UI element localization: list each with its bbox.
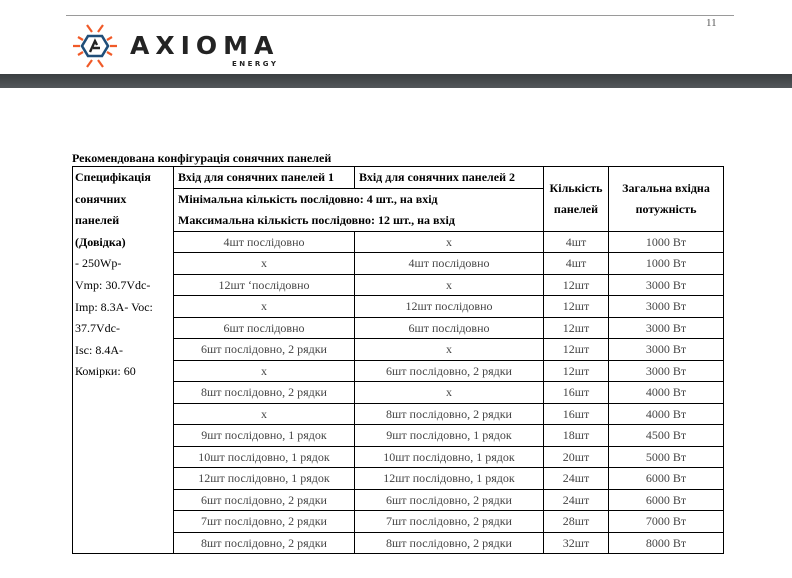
input1-cell: 6шт послідовно, 2 рядки (174, 339, 355, 361)
count-cell: 12шт (544, 274, 609, 296)
spec-title-line: сонячних (75, 191, 127, 206)
power-cell: 3000 Вт (609, 360, 724, 382)
hexagon-sun-icon (70, 21, 130, 71)
power-cell: 3000 Вт (609, 296, 724, 318)
count-cell: 16шт (544, 382, 609, 404)
input1-cell: x (174, 296, 355, 318)
input1-cell: 12шт послідовно, 1 рядок (174, 468, 355, 490)
input2-cell: 9шт послідовно, 1 рядок (355, 425, 544, 447)
min-series-text: Мінімальна кількість послідовно: 4 шт., на вхід (178, 191, 438, 206)
header-row (73, 167, 724, 189)
power-cell: 4000 Вт (609, 382, 724, 404)
count-cell: 32шт (544, 532, 609, 554)
count-cell: 12шт (544, 317, 609, 339)
input2-cell: 8шт послідовно, 2 рядки (355, 403, 544, 425)
input1-cell: 9шт послідовно, 1 рядок (174, 425, 355, 447)
count-cell: 18шт (544, 425, 609, 447)
logo-wordmark: AXIOMA (130, 31, 280, 60)
col-header-count-line: Кількість (549, 180, 603, 195)
input1-cell: 7шт послідовно, 2 рядки (174, 511, 355, 533)
col-header-power-line: потужність (635, 201, 697, 216)
col-header-count-line: панелей (553, 201, 599, 216)
power-cell: 4500 Вт (609, 425, 724, 447)
page-number: 11 (706, 17, 717, 29)
col-header-power (609, 167, 724, 232)
spec-line: 37.7Vdc- (75, 321, 120, 336)
count-cell: 16шт (544, 403, 609, 425)
input2-cell: 12шт послідовно, 1 рядок (355, 468, 544, 490)
col-header-input2: Вхід для сонячних панелей 2 (355, 167, 544, 189)
input1-cell: x (174, 253, 355, 275)
input1-cell: 4шт послідовно (174, 231, 355, 253)
power-cell: 8000 Вт (609, 532, 724, 554)
power-cell: 3000 Вт (609, 317, 724, 339)
max-series-text: Максимальна кількість послідовно: 12 шт., на вхід (178, 212, 455, 227)
power-cell: 7000 Вт (609, 511, 724, 533)
power-cell: 3000 Вт (609, 339, 724, 361)
solar-config-table (72, 166, 724, 554)
count-cell: 12шт (544, 360, 609, 382)
input2-cell: x (355, 274, 544, 296)
input1-cell: x (174, 403, 355, 425)
spec-title-line: (Довідка) (75, 234, 126, 249)
axioma-logo (70, 21, 284, 71)
input2-cell: x (355, 382, 544, 404)
count-cell: 4шт (544, 231, 609, 253)
col-header-input1: Вхід для сонячних панелей 1 (174, 167, 355, 189)
input1-cell: 12шт ‘послідовно (174, 274, 355, 296)
count-cell: 12шт (544, 296, 609, 318)
input2-cell: 10шт послідовно, 1 рядок (355, 446, 544, 468)
power-cell: 5000 Вт (609, 446, 724, 468)
spec-line: Комірки: 60 (75, 364, 136, 379)
power-cell: 1000 Вт (609, 253, 724, 275)
header-band (0, 74, 792, 88)
logo-subtitle: ENERGY (232, 60, 279, 68)
spec-line: - 250Wp- (75, 256, 122, 271)
power-cell: 1000 Вт (609, 231, 724, 253)
input2-cell: 4шт послідовно (355, 253, 544, 275)
input2-cell: 8шт послідовно, 2 рядки (355, 532, 544, 554)
spec-line: Imp: 8.3A- Voc: (75, 299, 153, 314)
spec-cell (73, 167, 174, 554)
series-limits-cell (174, 188, 544, 231)
count-cell: 20шт (544, 446, 609, 468)
input1-cell: x (174, 360, 355, 382)
count-cell: 28шт (544, 511, 609, 533)
input2-cell: 12шт послідовно (355, 296, 544, 318)
input2-cell: 6шт послідовно, 2 рядки (355, 360, 544, 382)
power-cell: 3000 Вт (609, 274, 724, 296)
input1-cell: 8шт послідовно, 2 рядки (174, 532, 355, 554)
table-caption: Рекомендована конфігурація сонячних панелей (72, 151, 332, 165)
input2-cell: x (355, 231, 544, 253)
input2-cell: 7шт послідовно, 2 рядки (355, 511, 544, 533)
input1-cell: 6шт послідовно, 2 рядки (174, 489, 355, 511)
spec-line: Isc: 8.4A- (75, 342, 123, 357)
count-cell: 24шт (544, 489, 609, 511)
spec-line: Vmp: 30.7Vdc- (75, 277, 151, 292)
input2-cell: 6шт послідовно, 2 рядки (355, 489, 544, 511)
input1-cell: 8шт послідовно, 2 рядки (174, 382, 355, 404)
spec-title-line: панелей (75, 213, 120, 228)
input2-cell: x (355, 339, 544, 361)
power-cell: 6000 Вт (609, 489, 724, 511)
input1-cell: 10шт послідовно, 1 рядок (174, 446, 355, 468)
spec-title-line: Специфікація (75, 170, 151, 184)
power-cell: 4000 Вт (609, 403, 724, 425)
input2-cell: 6шт послідовно (355, 317, 544, 339)
power-cell: 6000 Вт (609, 468, 724, 490)
col-header-count (544, 167, 609, 232)
input1-cell: 6шт послідовно (174, 317, 355, 339)
header-rule (66, 15, 734, 16)
count-cell: 12шт (544, 339, 609, 361)
count-cell: 4шт (544, 253, 609, 275)
count-cell: 24шт (544, 468, 609, 490)
col-header-power-line: Загальна вхідна (622, 180, 710, 195)
